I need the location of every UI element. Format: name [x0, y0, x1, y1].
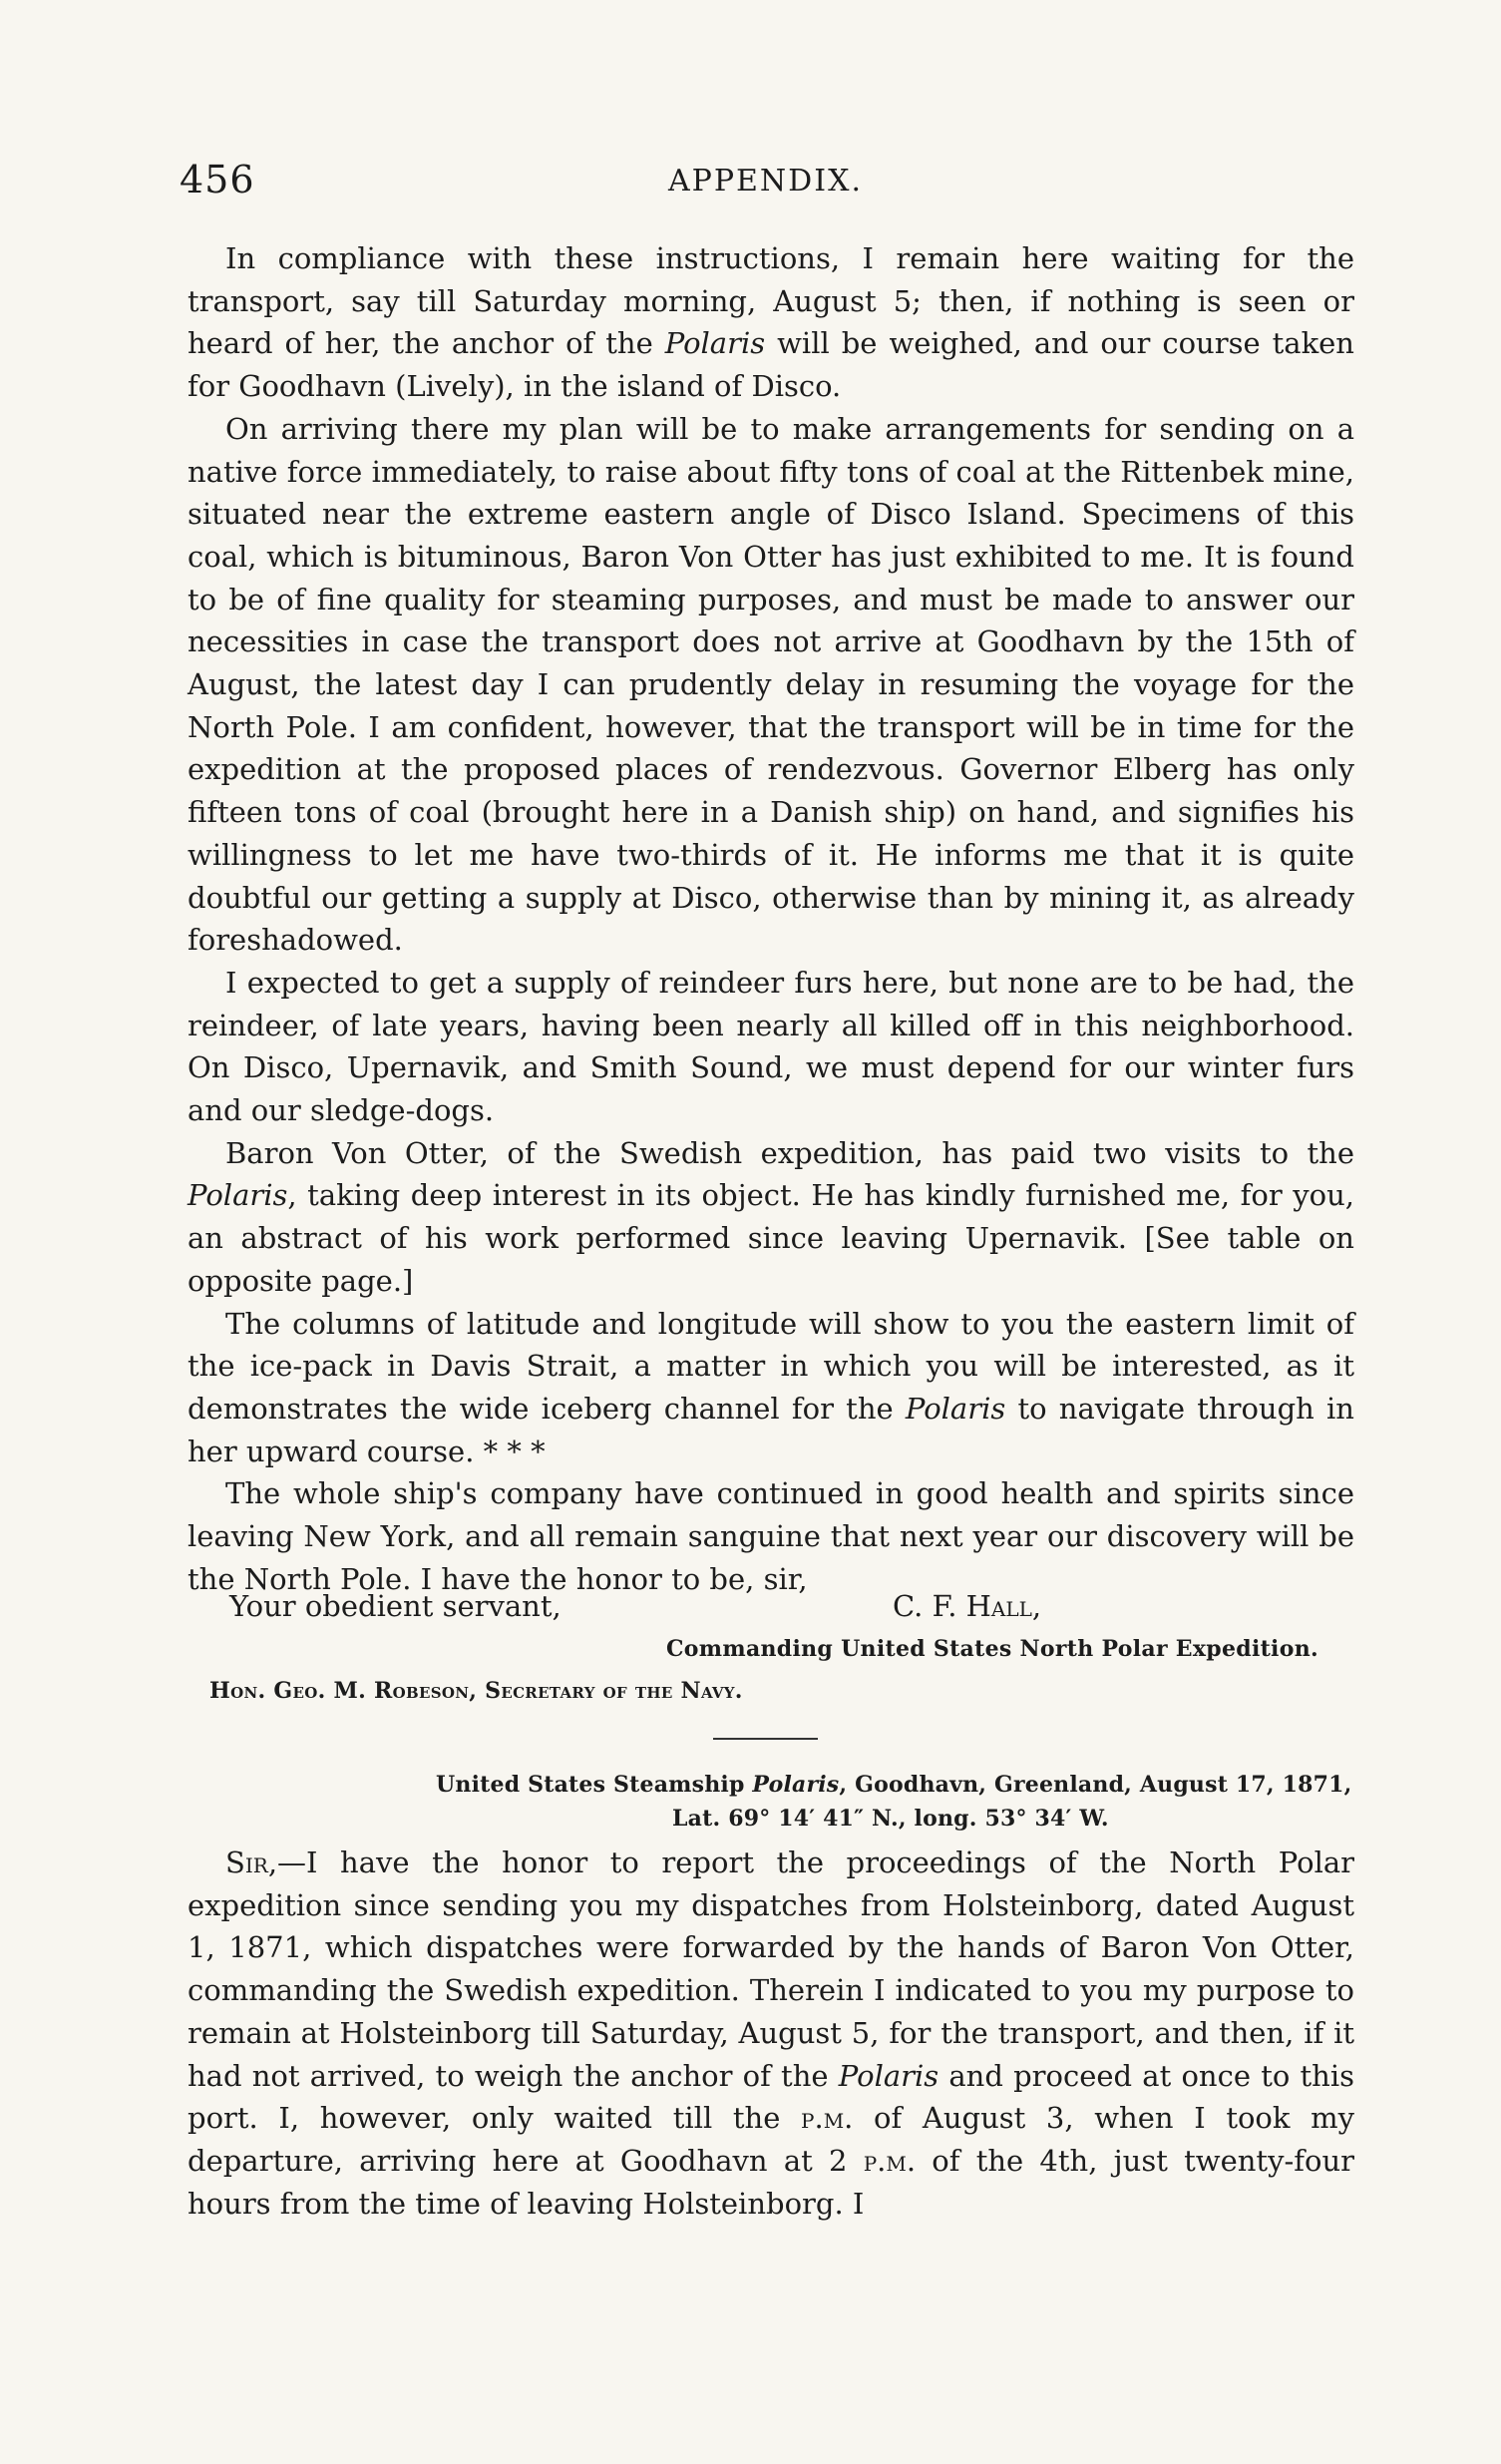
letter-two-body — [188, 1842, 1354, 2225]
dateline: United States Steamship Polaris, Goodhavn, Greenland, August 17, 1871, — [436, 1772, 1352, 1798]
paragraph: The whole ship's company have continued in good health and spirits since leaving New York, and all remain sanguine that next year our discovery will be the North Pole. I have the honor to be, sir, — [188, 1476, 1354, 1596]
dateline-coordinates: Lat. 69° 14′ 41″ N., long. 53° 34′ W. — [672, 1806, 1109, 1832]
salutation: Sir, — [225, 1846, 278, 1879]
section-divider — [713, 1738, 818, 1740]
signature: C. F. Hall, — [893, 1589, 1042, 1623]
ship-name: Polaris — [905, 1391, 1006, 1426]
ship-name: Polaris — [752, 1772, 840, 1798]
paragraph: The columns of latitude and longitude will show to you the eastern limit of the ice-pack in Davis Strait, a matter in which you will be interested, as it demonstrates the wide iceberg channel for the Polaris to navigate through in her upward course. * * * — [188, 1306, 1354, 1468]
ship-name: Polaris — [188, 1178, 288, 1213]
paragraph: I expected to get a supply of reindeer furs here, but none are to be had, the reindeer, of late years, having been nearly all killed off in this neighborhood. On Disco, Upernavik, and Smith Sound, we must depend for our winter furs and our sledge-dogs. — [188, 965, 1354, 1128]
signature-title: Commanding United States North Polar Expedition. — [666, 1636, 1318, 1662]
paragraph: Baron Von Otter, of the Swedish expedition, has paid two visits to the Polaris, taking deep interest in its object. He has kindly furnished me, for you, an abstract of his work performed since leaving Upernavik. [See table on opposite page.] — [188, 1135, 1354, 1298]
paragraph: On arriving there my plan will be to make arrangements for sending on a native force immediately, to raise about fifty tons of coal at the Rittenbek mine, situated near the extreme eastern angle of Disco Island. Specimens of this coal, which is bituminous, Baron Von Otter has just exhibited to me. It is found to be of fine quality for steaming purposes, and must be made to answer our necessities in case the transport does not arrive at Goodhavn by the 15th of August, the latest day I can prudently delay in resuming the voyage for the North Pole. I am confident, however, that the transport will be in time for the expedition at the proposed places of rendezvous. Governor Elberg has only fifteen tons of coal (brought here in a Danish ship) on hand, and signifies his willingness to let me have two-thirds of it. He informs me that it is quite doubtful our getting a supply at Disco, otherwise than by mining it, as already foreshadowed. — [188, 411, 1354, 958]
addressee: Hon. Geo. M. Robeson, Secretary of the Navy. — [209, 1678, 743, 1704]
page-number: 456 — [180, 158, 255, 202]
ship-name: Polaris — [838, 2058, 939, 2093]
letter-one-body — [188, 237, 1354, 1601]
running-head: APPENDIX. — [668, 164, 863, 199]
paragraph: In compliance with these instructions, I remain here waiting for the transport, say till Saturday morning, August 5; then, if nothing is seen or heard of her, the anchor of the Polaris will be weighed, and our course taken for Goodhavn (Lively), in the island of Disco. — [188, 241, 1354, 404]
ship-name: Polaris — [664, 326, 766, 361]
paragraph: Sir,—I have the honor to report the proceedings of the North Polar expedition since sending you my dispatches from Holsteinborg, dated August 1, 1871, which dispatches were forwarded by the hands of Baron Von Otter, commanding the Swedish expedition. Therein I indicated to you my purpose to remain at Holsteinborg till Saturday, August 5, for the transport, and then, if it had not arrived, to weigh the anchor of the Polaris and proceed at once to this port. I, however, only waited till the p.m. of August 3, when I took my departure, arriving here at Goodhavn at 2 p.m. of the 4th, just twenty-four hours from the time of leaving Holsteinborg. I — [188, 1846, 1354, 2221]
closing-line: Your obedient servant, — [229, 1589, 562, 1623]
page-header — [180, 158, 1346, 217]
